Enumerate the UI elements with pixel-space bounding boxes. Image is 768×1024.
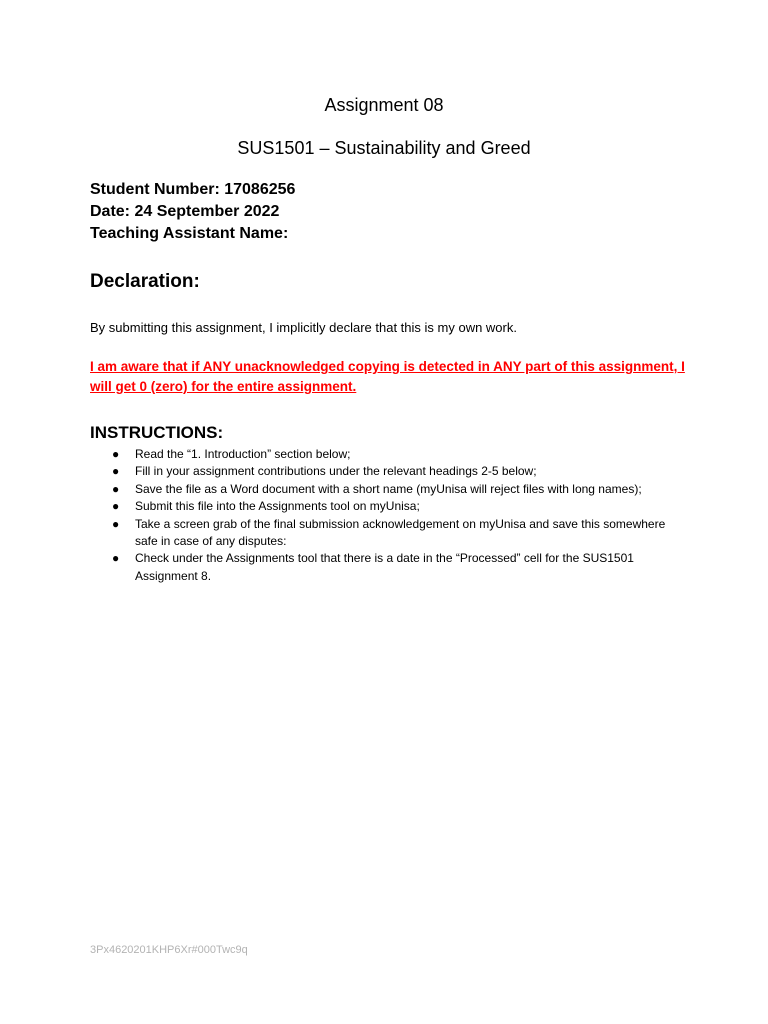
instructions-list [90,446,690,585]
bullet-icon: ● [112,551,120,566]
list-item [90,481,690,498]
document-footer-code: 3Px4620201KHP6Xr#000Twc9q [90,944,248,956]
instructions-heading: INSTRUCTIONS: [90,423,224,442]
plagiarism-warning: I am aware that if ANY unacknowledged copying is detected in ANY part of this assignment, I will get 0 (zero) for the entire assignment. [90,359,685,394]
bullet-icon: ● [112,447,120,461]
instruction-text: Fill in your assignment contributions under the relevant headings 2-5 below; [135,464,537,479]
instruction-text: Read the “1. Introduction” section below; [135,447,351,461]
instruction-text: Check under the Assignments tool that there is a date in the “Processed” cell for the SUS1501 Assignment 8. [135,551,634,583]
list-item [90,446,690,463]
bullet-icon: ● [112,464,120,479]
declaration-text: By submitting this assignment, I implicitly declare that this is my own work. [90,320,517,335]
submission-date: Date: 24 September 2022 [90,203,280,220]
teaching-assistant-name: Teaching Assistant Name: [90,225,289,242]
list-item [90,550,690,585]
list-item [90,463,690,480]
declaration-heading: Declaration: [90,271,200,292]
list-item [90,498,690,515]
assignment-title: Assignment 08 [324,95,444,115]
student-info-block [90,179,295,245]
bullet-icon: ● [112,516,120,531]
student-number: Student Number: 17086256 [90,181,296,198]
instruction-text: Take a screen grab of the final submission acknowledgement on myUnisa and save this somewhere safe in case of any disputes: [135,516,666,549]
instruction-text: Save the file as a Word document with a short name (myUnisa will reject files with long names); [135,481,642,496]
course-subtitle: SUS1501 – Sustainability and Greed [237,138,531,158]
list-item [90,516,690,551]
bullet-icon: ● [112,481,120,496]
instruction-text: Submit this file into the Assignments tool on myUnisa; [135,499,420,514]
bullet-icon: ● [112,499,120,514]
